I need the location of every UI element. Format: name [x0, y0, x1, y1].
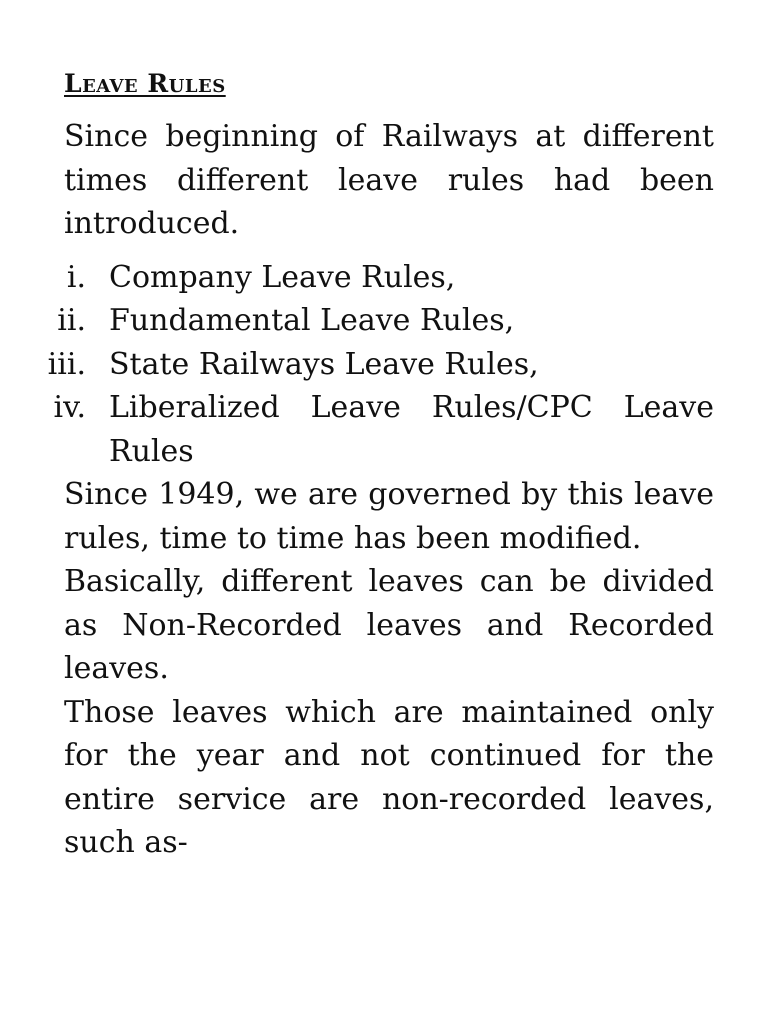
list-marker: ii.: [57, 303, 86, 338]
list-marker: i.: [66, 259, 86, 295]
list-item: [64, 256, 714, 300]
list-item-text: Liberalized Leave Rules/CPC Leave Rules: [109, 390, 714, 469]
list-marker: iv.: [53, 390, 86, 425]
list-item-text: Company Leave Rules,: [109, 259, 456, 295]
document-page: [47, 62, 714, 865]
list-item: [57, 299, 714, 343]
list-item-text: Fundamental Leave Rules,: [109, 303, 515, 338]
paragraph-leave-division: Basically, different leaves can be divided as Non-Recorded leaves and Recorded leaves.: [64, 564, 714, 686]
intro-paragraph: Since beginning of Railways at different times different leave rules had been introduced.: [64, 119, 714, 241]
paragraph-since-1949: Since 1949, we are governed by this leave rules, time to time has been modified.: [64, 477, 714, 556]
page-heading: Leave Rules: [64, 69, 226, 98]
leave-rules-list: [47, 256, 714, 474]
list-item: [53, 386, 714, 473]
list-item-text: State Railways Leave Rules,: [109, 346, 539, 382]
list-item: [47, 343, 714, 387]
list-marker: iii.: [47, 346, 86, 382]
paragraph-non-recorded-leaves: Those leaves which are maintained only for the year and not continued for the entire service are non-recorded leaves, such as-: [64, 694, 714, 860]
